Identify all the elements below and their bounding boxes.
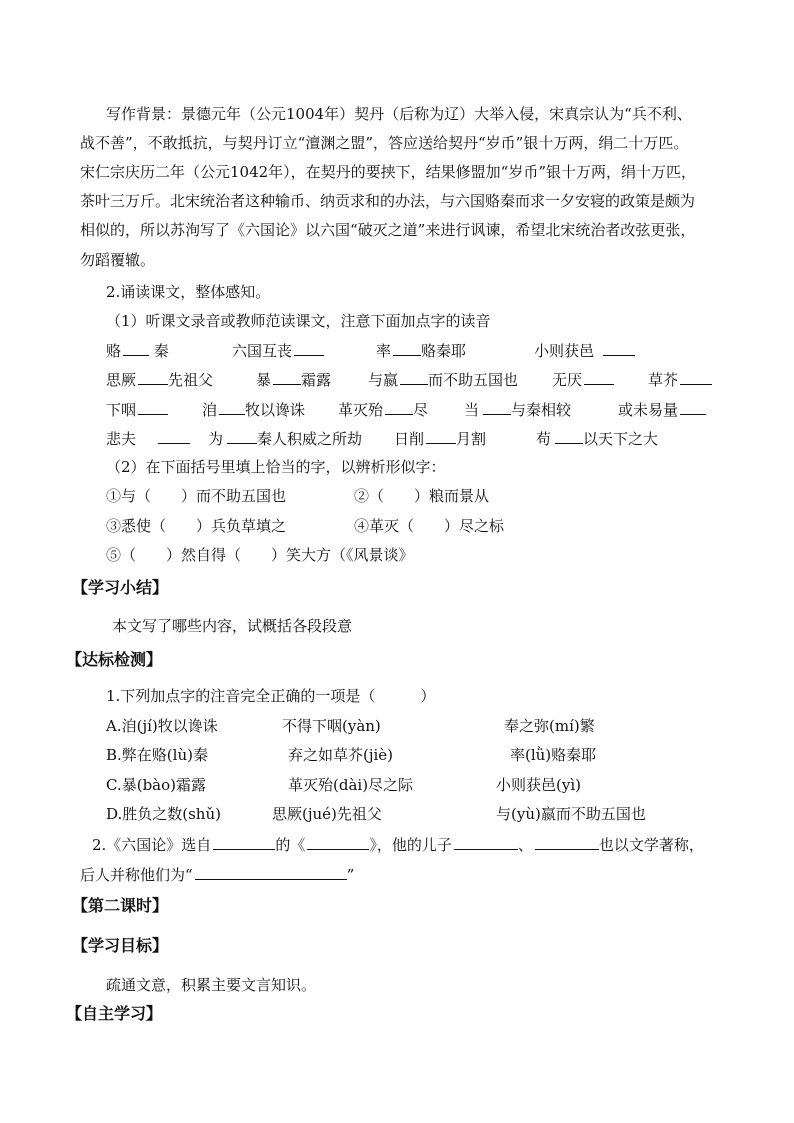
pron-row-3-item-4: 当 与秦相较 xyxy=(464,401,572,419)
pron-row-3-item-5: 或未易量 xyxy=(618,399,706,420)
option-c-2: 革灭殆(dài)尽之际 xyxy=(288,776,414,794)
option-b-2: 弃之如草芥(jiè) xyxy=(288,746,394,764)
pron-row-4-item-2: 为 秦人积威之所劫 xyxy=(208,430,363,448)
background-line-4: 茶叶三万斤。北宋统治者这种输币、纳贡求和的办法，与六国赂秦而求一夕安寝的政策是颇为 xyxy=(80,192,696,210)
pron-row-3-item-3: 革灭殆 尽 xyxy=(338,401,429,419)
reading-part1: （1）听课文录音或教师范读课文，注意下面加点字的读音 xyxy=(106,312,491,330)
summary-text: 本文写了哪些内容，试概括各段段意 xyxy=(112,617,353,635)
self-study-heading: 【自主学习】 xyxy=(66,1004,163,1023)
option-a-3: 奉之弥(mí)繁 xyxy=(504,717,595,735)
question-2-line-1: 2.《六国论》选自 的《 》，他的儿子 、 也以文学著称， xyxy=(92,836,704,854)
background-line-5: 相似的，所以苏洵写了《六国论》以六国“破灭之道”来进行讽谏，希望北宋统治者改弦更张， xyxy=(80,221,696,239)
reading-title: 2.诵读课文，整体感知。 xyxy=(106,283,271,301)
pron-row-2-item-4: 无厌 xyxy=(552,369,614,390)
shape-item-3: ③悉使（ ）兵负草填之 xyxy=(106,517,287,535)
background-line-6: 勿蹈覆辙。 xyxy=(80,251,156,269)
option-d-3: 与(yù)嬴而不助五国也 xyxy=(496,805,646,823)
question-1: 1.下列加点字的注音完全正确的一项是（ ） xyxy=(106,687,436,705)
background-line-2: 战不善”，不敢抵抗，与契丹订立“澶渊之盟”，答应送给契丹“岁币”银十万两，绢二十万匹。 xyxy=(80,134,689,152)
pron-row-3-item-2: 洎 牧以谗诛 xyxy=(202,401,306,419)
pron-row-4-item-4: 苟 以天下之大 xyxy=(536,430,659,448)
learning-goal-text: 疏通文意，积累主要文言知识。 xyxy=(106,976,317,994)
background-line-1: 写作背景：景德元年（公元1004年）契丹（后称为辽）大举入侵，宋真宗认为“兵不利、 xyxy=(106,105,692,123)
summary-heading: 【学习小结】 xyxy=(72,578,169,597)
question-2-line-2: 后人并称他们为“ ” xyxy=(80,866,355,884)
option-d-1: D.胜负之数(shǔ) xyxy=(106,805,221,823)
option-a-2: 不得下咽(yàn) xyxy=(282,717,381,735)
background-line-3: 宋仁宗庆历二年（公元1042年），在契丹的要挟下，结果修盟加“岁币”银十万两，绢十万匹， xyxy=(80,163,697,181)
pron-row-1-item-4: 小则获邑 xyxy=(534,340,635,361)
learning-goal-heading: 【学习目标】 xyxy=(72,936,169,955)
pron-row-2-item-5: 草芥 xyxy=(648,369,712,390)
pron-row-1-item-1: 赂 秦 xyxy=(106,342,169,360)
pron-row-2-item-3: 与嬴 而不助五国也 xyxy=(368,371,519,389)
pron-row-2-item-1: 思厥 先祖父 xyxy=(106,371,214,389)
pron-row-1-item-2: 六国互丧 xyxy=(232,340,324,361)
pron-row-3-item-1: 下咽 xyxy=(106,399,168,420)
lesson-2-heading: 【第二课时】 xyxy=(72,896,169,915)
pron-row-1-item-3: 率 赂秦耶 xyxy=(376,342,467,360)
pron-row-2-item-2: 暴 霜露 xyxy=(256,371,332,389)
pron-row-4-item-1: 悲夫 xyxy=(106,428,190,449)
shape-item-2: ②（ ）粮而景从 xyxy=(354,487,490,505)
option-b-1: B.弊在赂(lù)秦 xyxy=(106,746,208,764)
shape-item-4: ④革灭（ ）尽之标 xyxy=(354,517,505,535)
option-b-3: 率(lǜ)赂秦耶 xyxy=(510,746,597,764)
option-c-3: 小则获邑(yì) xyxy=(496,776,581,794)
option-d-2: 思厥(jué)先祖父 xyxy=(272,805,382,823)
pron-row-4-item-3: 日削 月割 xyxy=(394,430,487,448)
shape-item-5: ⑤（ ）然自得（ ）笑大方（《风景谈》 xyxy=(106,546,414,564)
shape-item-1: ①与（ ）而不助五国也 xyxy=(106,487,287,505)
option-c-1: C.暴(bào)霜露 xyxy=(106,776,206,794)
reading-part2: （2）在下面括号里填上恰当的字，以辨析形似字： xyxy=(106,458,446,476)
option-a-1: A.洎(jí)牧以谗诛 xyxy=(106,717,218,735)
test-heading: 【达标检测】 xyxy=(66,650,163,669)
